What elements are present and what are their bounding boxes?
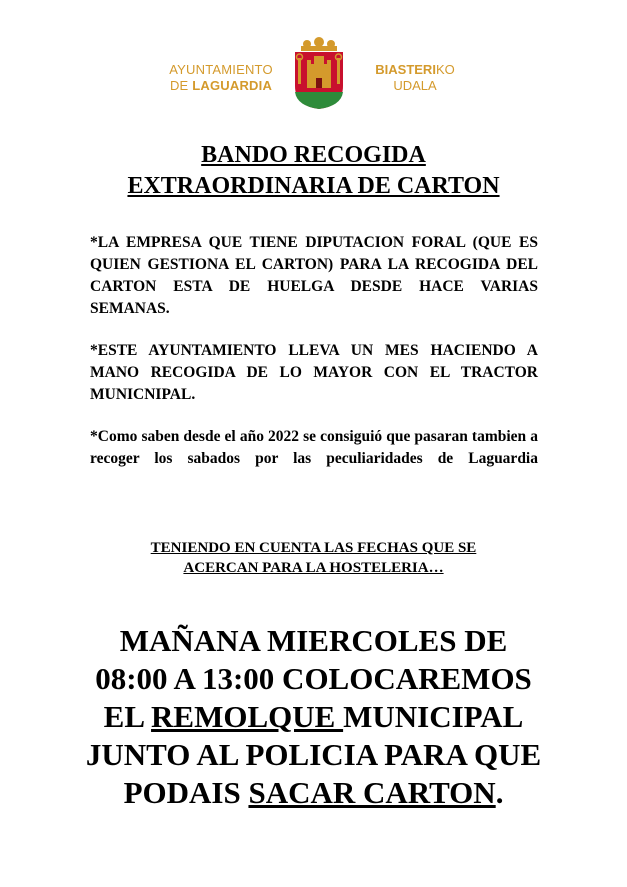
paragraph-saturday-collection: *Como saben desde el año 2022 se consiguió que pasaran tambien a recoger los sabados por las peculiaridades de Laguardia (90, 428, 538, 467)
hospitality-notice-line2: ACERCAN PARA LA HOSTELERIA… (183, 560, 444, 576)
org-name-basque-line1 (367, 62, 463, 78)
org-name-line1: AYUNTAMIENTO (169, 62, 273, 77)
org-name-basque-suffix: KO (435, 62, 455, 77)
org-name-prefix: DE (169, 78, 193, 93)
paragraph-council-action: *ESTE AYUNTAMIENTO LLEVA UN MES HACIENDO A MANO RECOGIDA DE LO MAYOR CON EL TRACTOR MUNICNIPAL. (90, 342, 538, 403)
org-name-line2 (159, 78, 283, 94)
org-name-town: LAGUARDIA (192, 78, 273, 93)
trailer-emphasis: REMOLQUE (151, 699, 344, 734)
announcement-line3-suffix: MUNICIPAL (343, 699, 524, 734)
letterhead (155, 34, 467, 110)
org-name-spanish (159, 62, 283, 94)
announcement-line1: MAÑANA MIERCOLES DE (119, 623, 508, 658)
announcement-line5-prefix: PODAIS (123, 775, 249, 810)
org-name-basque (367, 62, 463, 94)
main-announcement (40, 622, 587, 812)
page-title-line2: EXTRAORDINARIA DE CARTON (127, 173, 500, 199)
announcement-line3 (40, 698, 587, 736)
page-title-line1: BANDO RECOGIDA (201, 142, 426, 168)
paragraph-strike-notice: *LA EMPRESA QUE TIENE DIPUTACION FORAL (QUE ES QUIEN GESTIONA EL CARTON) PARA LA RECOGIDA DEL CARTON ESTA DE HUELGA DESDE HACE VARIAS SEMANAS. (90, 234, 538, 317)
announcement-line3-prefix: EL (103, 699, 152, 734)
hospitality-notice-line1: TENIENDO EN CUENTA LAS FECHAS QUE SE (150, 540, 477, 556)
announcement-line2: 08:00 A 13:00 COLOCAREMOS (95, 661, 532, 696)
announcement-line4: JUNTO AL POLICIA PARA QUE (85, 737, 542, 772)
announcement-line5-suffix: . (495, 775, 504, 810)
org-name-basque-line2: UDALA (393, 78, 437, 93)
page-title (60, 140, 567, 202)
hospitality-notice (80, 538, 547, 578)
announcement-line5 (40, 774, 587, 812)
cardboard-emphasis: SACAR CARTON (248, 775, 496, 810)
municipal-crest-icon (287, 36, 351, 110)
org-name-basque-town: BIASTERI (375, 62, 436, 77)
